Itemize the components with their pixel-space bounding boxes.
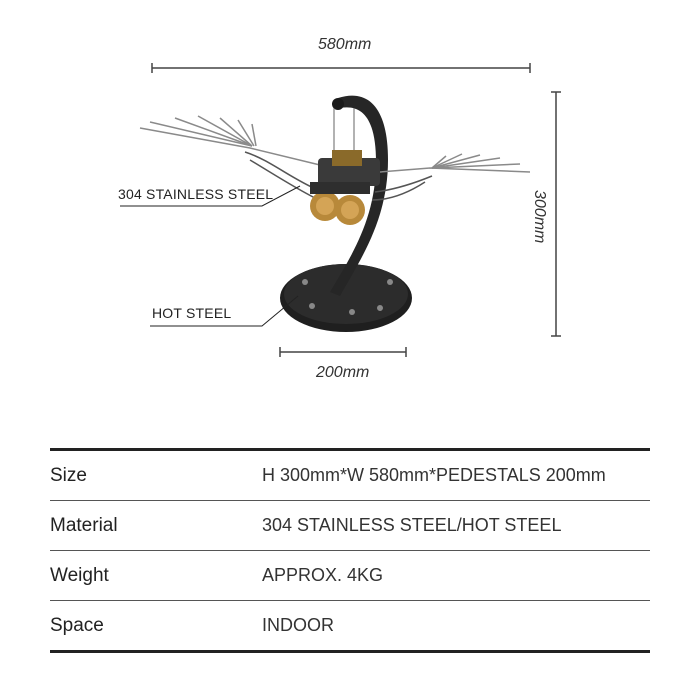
spec-label: Material xyxy=(50,501,262,551)
right-wing xyxy=(372,154,530,200)
pedestal-label: 200mm xyxy=(316,364,370,381)
base-material-callout: HOT STEEL xyxy=(152,305,232,321)
table-row xyxy=(50,450,650,501)
spec-value: APPROX. 4KG xyxy=(262,551,650,601)
spec-value: 304 STAINLESS STEEL/HOT STEEL xyxy=(262,501,650,551)
wing-material-callout: 304 STAINLESS STEEL xyxy=(118,186,274,202)
height-label: 300mm xyxy=(531,190,548,244)
spec-value: H 300mm*W 580mm*PEDESTALS 200mm xyxy=(262,450,650,501)
table-row xyxy=(50,601,650,652)
spec-table xyxy=(50,448,650,653)
width-label: 580mm xyxy=(318,36,372,53)
spec-label: Weight xyxy=(50,551,262,601)
spec-label: Size xyxy=(50,450,262,501)
spec-label: Space xyxy=(50,601,262,652)
spec-value: INDOOR xyxy=(262,601,650,652)
table-row xyxy=(50,501,650,551)
table-row xyxy=(50,551,650,601)
